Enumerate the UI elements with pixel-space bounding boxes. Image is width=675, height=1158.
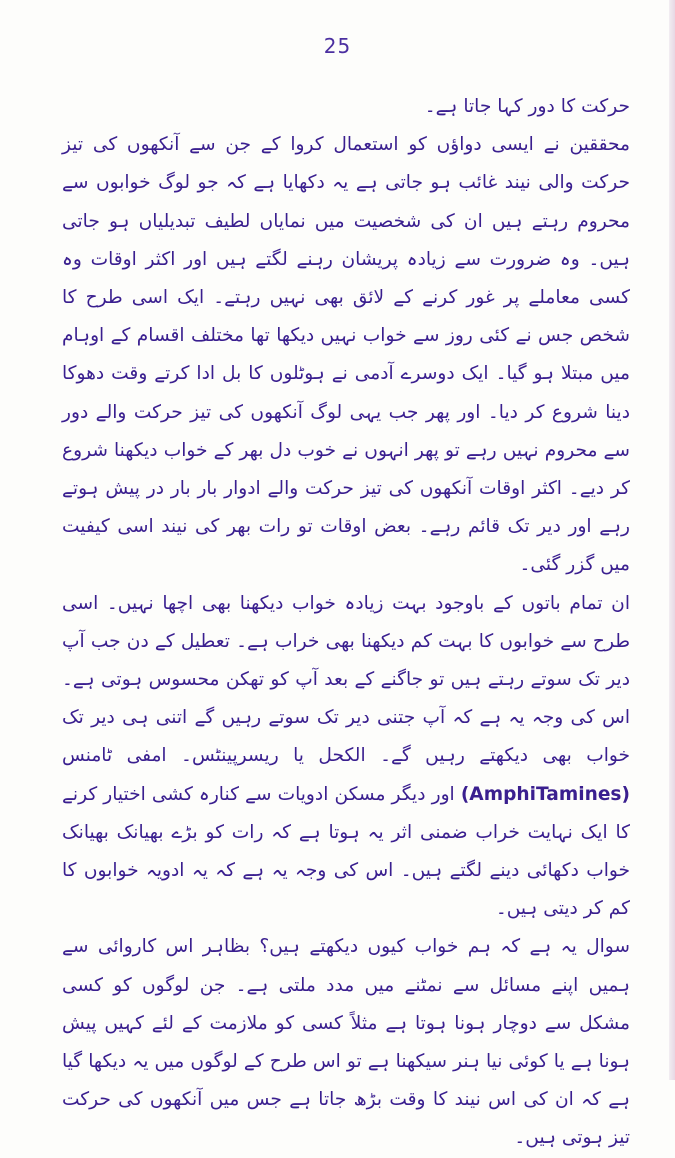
page-number: 25	[323, 34, 352, 58]
paragraph-intro: حرکت کا دور کہا جاتا ہے۔	[424, 96, 630, 117]
paragraph-research: محققین نے ایسی دواؤں کو استعمال کروا کے جن سے آنکھوں کی تیز حرکت والی نیند غائب ہو جاتی ہے یہ دکھایا ہے کہ جو لوگ خوابوں سے محروم رہتے ہیں ان کی شخصیت میں نمایاں لطیف تبدیلیاں ہو جاتی ہیں۔ وہ ضرورت سے زیادہ پریشان رہنے لگتے ہیں اور اکثر اوقات وہ کسی معاملے پر غور کرنے کے لائق بھی نہیں رہتے۔ ایک اسی طرح کا شخص جس نے کئی روز سے خواب نہیں دیکھا تھا مختلف اقسام کے اوہام میں مبتلا ہو گیا۔ ایک دوسرے آدمی نے ہوٹلوں کا بل ادا کرتے وقت دھوکا دینا شروع کر دیا۔ اور پھر جب یہی لوگ آنکھوں کی تیز حرکت والے دور سے محروم نہیں رہے تو پھر انہوں نے خوب دل بھر کے خواب دیکھنا شروع کر دیے۔ اکثر اوقات آنکھوں کی تیز حرکت والے ادوار بار بار در پیش ہوتے رہے اور دیر تک قائم رہے۔ بعض اوقات تو رات بھر کی نیند اسی کیفیت میں گزر گئی۔	[62, 134, 630, 576]
paragraph-too-many-dreams-text: ان تمام باتوں کے باوجود بہت زیادہ خواب دیکھنا بھی اچھا نہیں۔ اسی طرح سے خوابوں کا بہت کم دیکھنا بھی خراب ہے۔ تعطیل کے دن جب آپ دیر تک سوتے رہتے ہیں تو جاگنے کے بعد آپ کو تھکن محسوس ہوتی ہے۔ اس کی وجہ یہ ہے کہ آپ جتنی دیر تک سوتے رہیں گے اتنی ہی دیر تک خواب بھی دیکھتے رہیں گے۔ الکحل یا ریسرپینٹس۔ امفی ٹامنس	[62, 592, 630, 767]
paragraph-too-many-dreams	[62, 585, 630, 929]
amphetamines-term: (AmphiTamines)	[460, 783, 630, 805]
page-edge	[669, 0, 675, 1080]
paragraph-why-dream: سوال یہ ہے کہ ہم خواب کیوں دیکھتے ہیں؟ بظاہر اس کاروائی سے ہمیں اپنے مسائل سے نمٹنے میں مدد ملتی ہے۔ جن لوگوں کو کسی مشکل سے دوچار ہونا ہوتا ہے مثلاً کسی کو ملازمت کے لئے کہیں پیش ہونا ہے یا کوئی نیا ہنر سیکھنا ہے تو اس طرح کے لوگوں میں یہ دیکھا گیا ہے کہ ان کی اس نیند کا وقت بڑھ جاتا ہے جس میں آنکھوں کی حرکت تیز ہوتی ہیں۔	[62, 936, 630, 1149]
page-body	[62, 88, 630, 1158]
paragraph-too-many-dreams-continued: اور دیگر مسکن ادویات سے کنارہ کشی اختیار کرنے کا ایک نہایت خراب ضمنی اثر یہ ہوتا ہے کہ رات کو بڑے بھیانک بھیانک خواب دکھائی دینے لگتے ہیں۔ اس کی وجہ یہ ہے کہ یہ ادویہ خوابوں کا کم کر دیتی ہیں۔	[62, 783, 630, 920]
